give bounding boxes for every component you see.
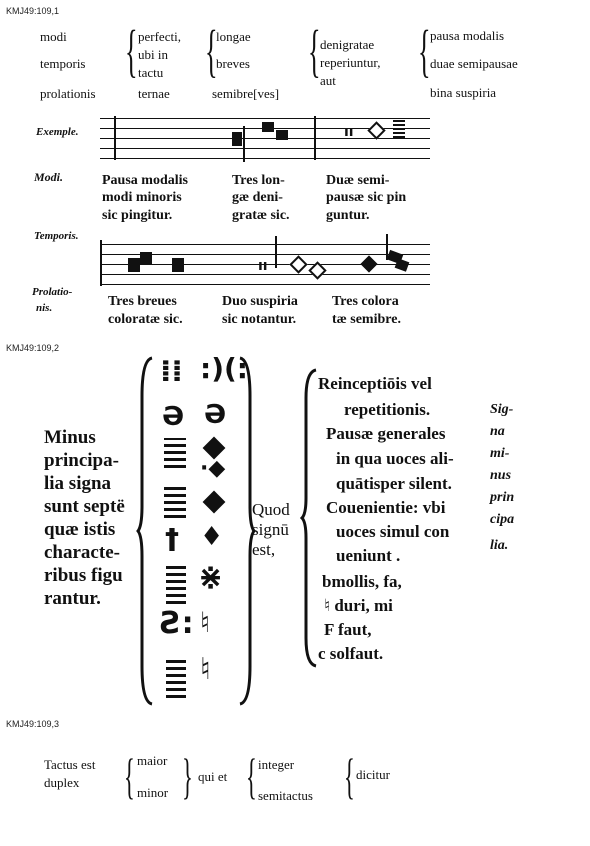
sig-line-6: lia.	[490, 538, 509, 553]
quod-0: Quod	[252, 500, 290, 519]
semibrevis-mark-1	[367, 121, 385, 139]
table1-col5-0: pausa modalis	[430, 28, 505, 43]
table1-col3-2: semibre[ves]	[212, 86, 280, 101]
right-line-3: in qua uoces ali-	[336, 449, 454, 468]
section-id-1: KMJ49:109,1	[6, 6, 60, 16]
longa-mark-1	[262, 122, 274, 132]
table1-col2-3: ternae	[138, 86, 170, 101]
table1-col5-2: bina suspiria	[430, 85, 497, 100]
table1-col4-0: denigratae	[320, 37, 375, 52]
left-text-6: ribus figu	[44, 565, 123, 586]
brevis-mark-2	[140, 252, 152, 264]
table3-col1-1: duplex	[44, 775, 80, 790]
brace-2: {	[205, 18, 218, 83]
repeat-sign-2-icon: :)(:	[200, 352, 248, 385]
modi-text-2-1: pausæ sic pin	[326, 190, 407, 205]
pausa-bars-2	[164, 484, 186, 518]
brace-5: {	[124, 748, 135, 804]
sig-line-3: nus	[490, 468, 512, 483]
table1-col4-1: reperiuntur,	[320, 55, 381, 70]
suspiria-mark: ıı	[258, 258, 268, 274]
pausa-bars-4	[166, 656, 186, 698]
table3-end: dicitur	[356, 767, 390, 782]
right-line-6: uoces simul con	[336, 522, 450, 541]
dot-diamond-icon: ·◆	[200, 456, 226, 481]
semipausa-mark: ıı	[344, 124, 354, 140]
left-text-7: rantur.	[44, 588, 101, 609]
brace-1: {	[125, 18, 138, 83]
quod-2: est,	[252, 540, 276, 559]
label-temporis: Temporis.	[34, 230, 79, 242]
brace-6: }	[182, 748, 193, 804]
right-line-0: Reinceptiōis vel	[318, 374, 432, 393]
right-line-7: ueniunt .	[336, 546, 401, 565]
prol-text-1-0: Duo suspiria	[222, 294, 298, 309]
prol-text-1-1: sic notantur.	[222, 312, 297, 327]
brace-4: {	[418, 18, 431, 83]
diamond-2-icon	[203, 491, 226, 514]
modi-text-0-0: Pausa modalis	[102, 173, 188, 188]
section-id-2: KMJ49:109,2	[6, 343, 60, 353]
right-big-brace	[300, 368, 320, 668]
semibrevis-mark-4	[361, 256, 378, 273]
label-prolatio: Prolatio-	[32, 286, 73, 298]
pausa-3b-icon: Ə	[204, 400, 227, 430]
table3-mid: qui et	[198, 769, 228, 784]
brace-3: {	[308, 18, 321, 83]
pausa-bars-1	[164, 438, 186, 468]
modi-text-2-0: Duæ semi-	[326, 173, 390, 188]
bmoll-clef-icon: Ƨ:	[160, 606, 194, 641]
natural-2-icon: ♮	[200, 652, 211, 687]
table1-col2-2: tactu	[138, 65, 164, 80]
pausa-modalis-mark	[232, 132, 242, 146]
table1-col3-0: longae	[216, 29, 251, 44]
table1-col3-1: breves	[216, 56, 250, 71]
sig-line-4: prin	[490, 490, 515, 505]
modi-text-1-1: gæ deni-	[232, 190, 283, 205]
table3-col2-1: minor	[137, 785, 169, 800]
brace-8: {	[344, 748, 355, 804]
left-text-4: quæ istis	[44, 519, 116, 540]
right-line-8: bmollis, fa,	[322, 572, 402, 591]
table1-col1-1: temporis	[40, 56, 86, 71]
section-id-3: KMJ49:109,3	[6, 719, 60, 729]
sig-line-5: cipa	[490, 512, 515, 527]
modi-text-1-2: gratæ sic.	[232, 208, 290, 223]
left-text-5: characte-	[44, 542, 120, 563]
left-text-3: sunt septë	[44, 496, 125, 517]
left-text-2: lia signa	[44, 473, 112, 494]
right-line-1: repetitionis.	[344, 400, 431, 419]
table1-col1-2: prolationis	[40, 86, 96, 101]
cross-icon: ⋇	[198, 560, 224, 595]
table1-col4-2: aut	[320, 73, 336, 88]
semibrevis-mark-2	[289, 255, 307, 273]
sig-line-2: mi-	[490, 446, 510, 461]
pausa-3-icon: Ə	[162, 402, 185, 432]
prol-text-2-0: Tres colora	[332, 294, 399, 309]
diamond-3-icon: ♦	[200, 522, 224, 552]
brevis-mark-3	[172, 258, 184, 272]
prol-text-0-1: coloratæ sic.	[108, 312, 183, 327]
modi-text-2-2: guntur.	[326, 208, 370, 223]
pausa-hook-icon: ꝉ	[164, 524, 180, 559]
modi-text-1-0: Tres lon-	[232, 173, 285, 188]
label-exemple: Exemple.	[36, 126, 79, 138]
right-line-5: Couenientie: vbi	[326, 498, 446, 517]
sig-line-1: na	[490, 424, 505, 439]
table1-col5-1: duae semipausae	[430, 56, 518, 71]
sig-line-0: Sig-	[490, 402, 514, 417]
right-line-4: quātisper silent.	[336, 474, 452, 493]
right-line-2: Pausæ generales	[326, 424, 446, 443]
table1-col1-0: modi	[40, 29, 67, 44]
modi-text-0-2: sic pingitur.	[102, 208, 173, 223]
right-line-10: F faut,	[324, 620, 372, 639]
prol-text-2-1: tæ semibre.	[332, 312, 401, 327]
label-nis: nis.	[36, 302, 53, 314]
brevis-mark-1	[128, 258, 140, 272]
prol-text-0-0: Tres breues	[108, 294, 177, 309]
brace-7: {	[246, 748, 257, 804]
modi-text-0-1: modi minoris	[102, 190, 182, 205]
pausa-bars-3	[166, 566, 186, 604]
table1-col2-0: perfecti,	[138, 29, 181, 44]
label-modi: Modi.	[34, 170, 64, 184]
right-line-9: ♮ duri, mi	[324, 596, 393, 615]
table1-col2-1: ubi in	[138, 47, 168, 62]
table3-col2-0: maior	[137, 753, 168, 768]
left-text-0: Minus	[44, 427, 96, 448]
natural-icon: ♮	[200, 606, 211, 639]
table3-col3-0: integer	[258, 757, 295, 772]
table3-col1-0: Tactus est	[44, 757, 96, 772]
right-line-11: c solfaut.	[318, 644, 384, 663]
table3-col3-1: semitactus	[258, 788, 313, 803]
longa-mark-2	[276, 130, 288, 140]
suspirium-mark	[393, 120, 405, 138]
semibrevis-mark-6	[395, 258, 410, 272]
left-text-1: principa-	[44, 450, 119, 471]
left-big-brace	[136, 356, 156, 706]
quod-1: signū	[252, 520, 289, 539]
repeat-sign-icon: ⁞⁞	[160, 354, 183, 389]
